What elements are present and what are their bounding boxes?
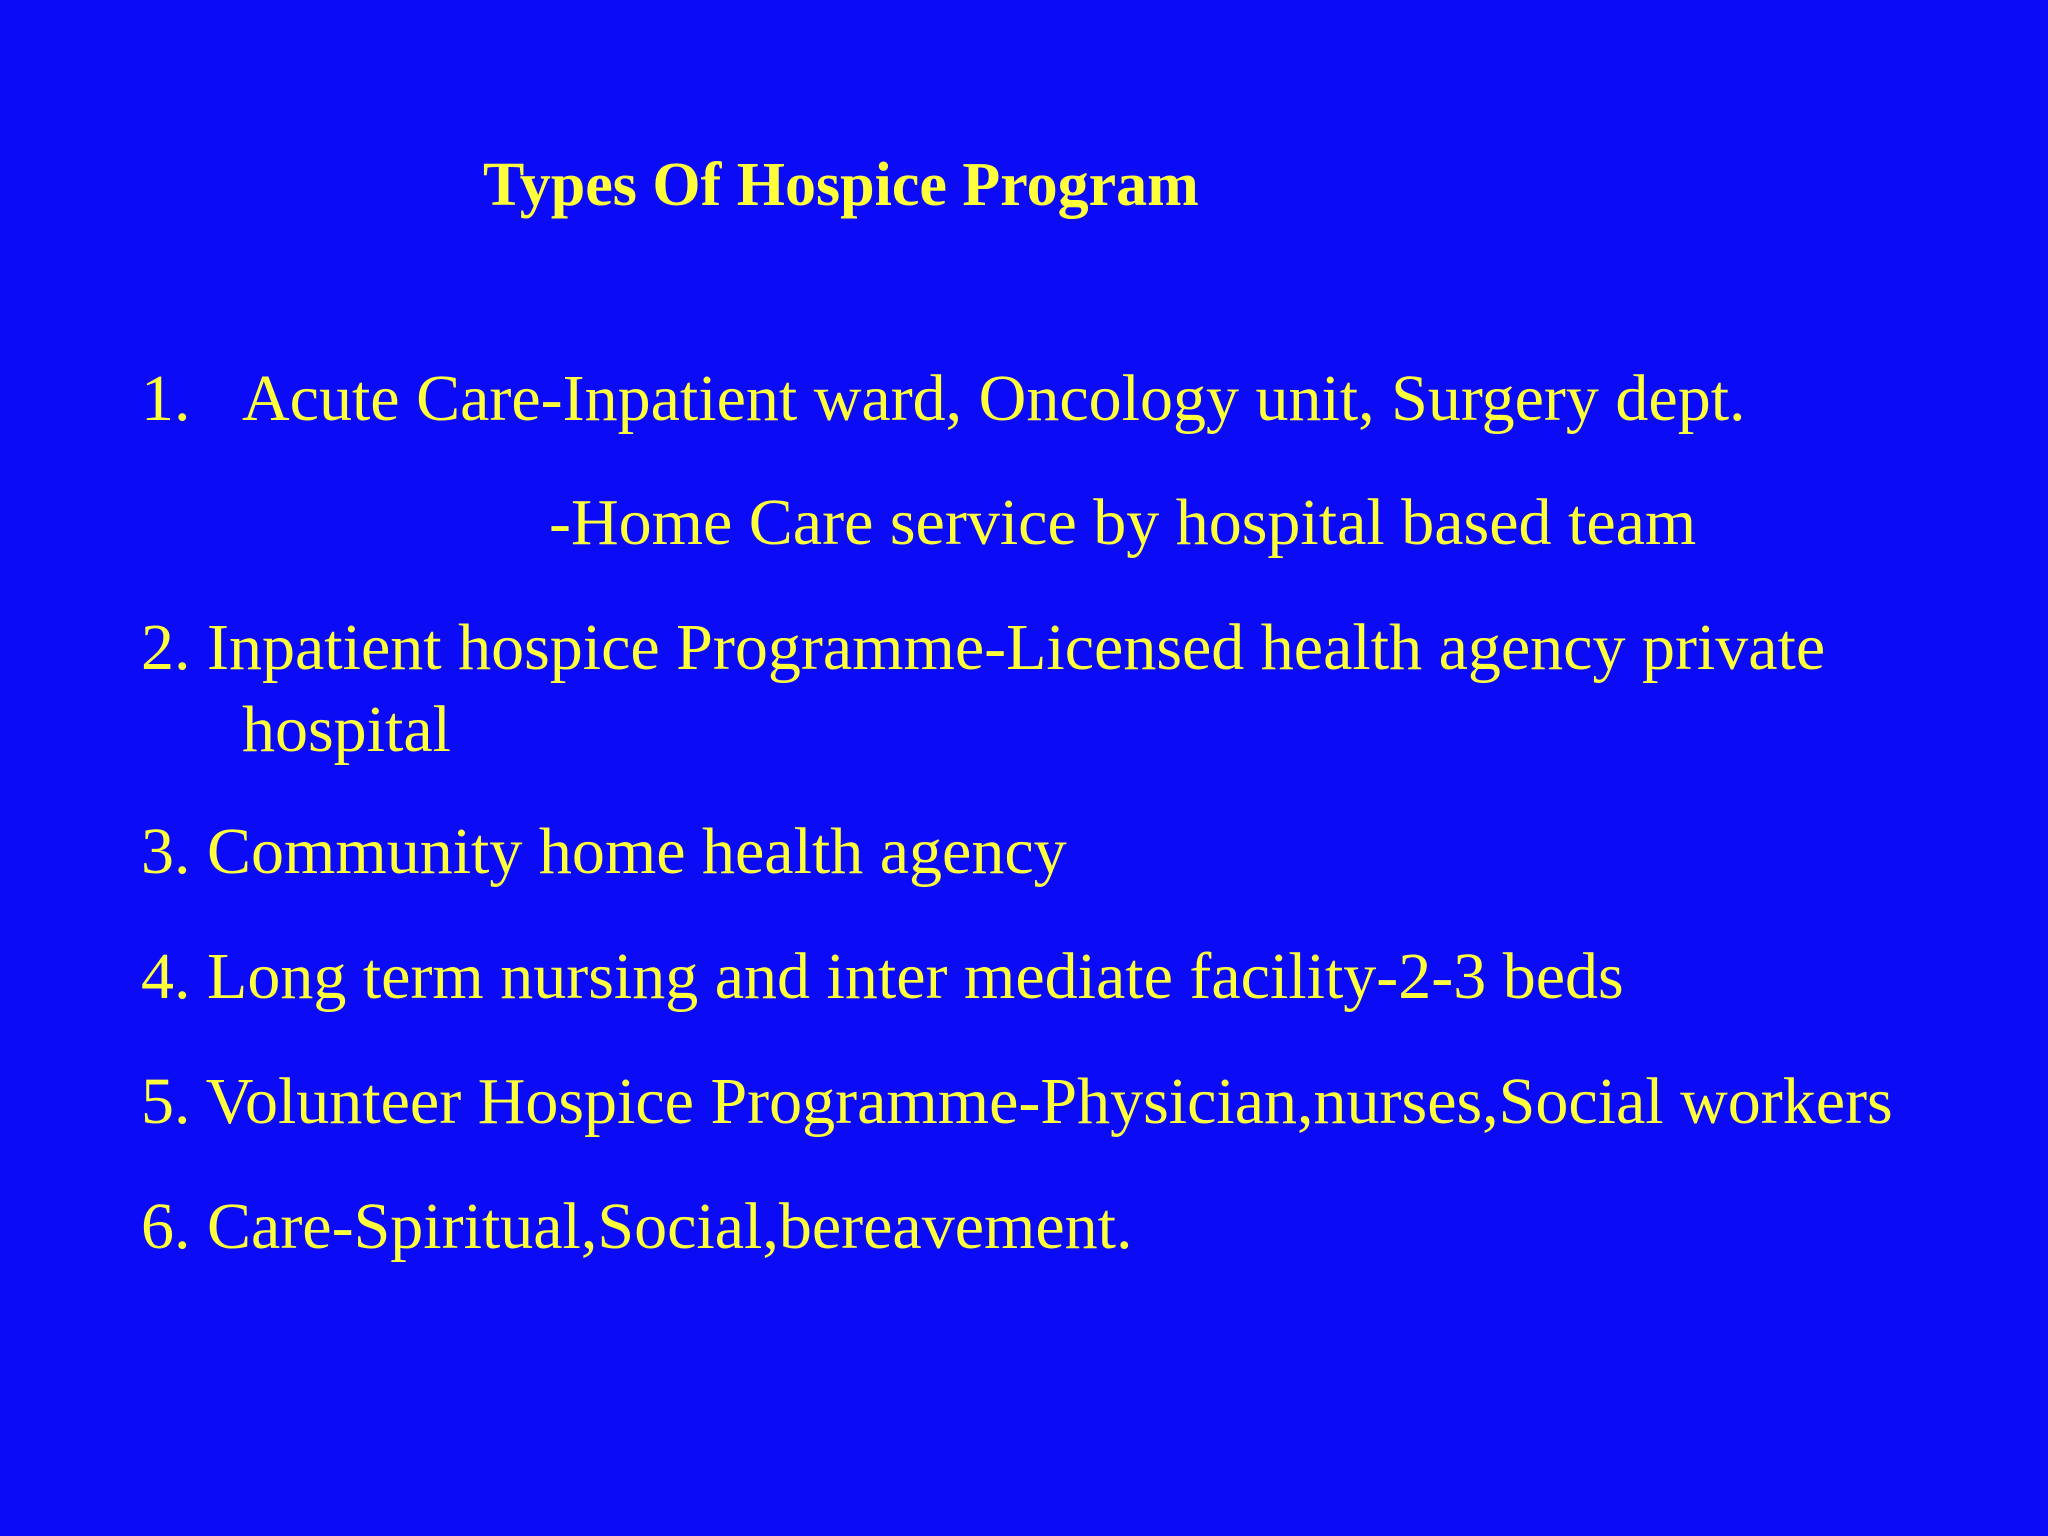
item-1-subtext: -Home Care service by hospital based team	[549, 486, 1697, 559]
item-2-text: 2. Inpatient hospice Programme-Licensed health agency private	[141, 611, 1826, 684]
item-3-text: 3. Community home health agency	[141, 815, 1067, 888]
item-1-number: 1.	[141, 362, 191, 435]
item-6-text: 6. Care-Spiritual,Social,bereavement.	[141, 1190, 1133, 1263]
item-5-text: 5. Volunteer Hospice Programme-Physician,nurses,Social workers	[141, 1065, 1893, 1138]
item-2-continuation: hospital	[242, 693, 451, 766]
item-4-text: 4. Long term nursing and inter mediate facility-2-3 beds	[141, 940, 1624, 1013]
item-1-text: Acute Care-Inpatient ward, Oncology unit, Surgery dept.	[242, 362, 1746, 435]
slide-title: Types Of Hospice Program	[483, 151, 1199, 219]
